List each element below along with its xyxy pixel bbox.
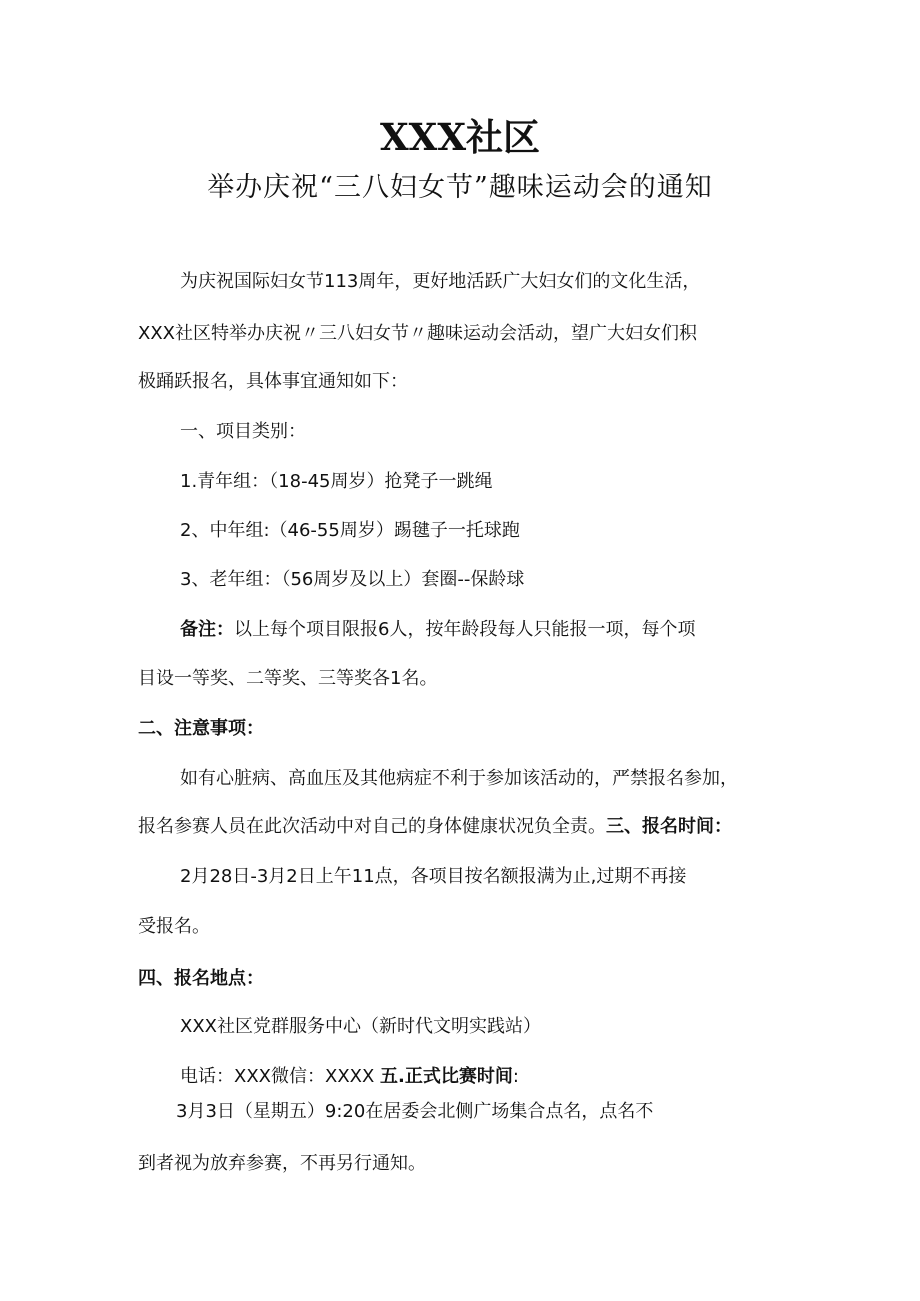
intro-line-3: 极踊跃报名，具体事宜通知如下： <box>138 371 408 392</box>
section-5-line-2: 到者视为放弃参赛，不再另行通知。 <box>138 1153 426 1174</box>
intro-line-2: XXX社区特举办庆祝〃三八妇女节〃趣味运动会活动，望广大妇女们积 <box>138 323 697 344</box>
section-3-line-1: 2月28日-3月2日上午11点，各项目按名额报满为止,过期不再接 <box>180 866 687 887</box>
note-label: 备注： <box>180 619 234 640</box>
section-1-item-1: 1.青年组：（18-45周岁）抢凳子一跳绳 <box>180 471 493 492</box>
section-2-heading: 二、注意事项： <box>138 718 264 739</box>
section-3-heading: 三、报名时间： <box>606 816 732 837</box>
section-1-item-2: 2、中年组:（46-55周岁）踢毽子一托球跑 <box>180 520 520 541</box>
document-subtitle: 举办庆祝“三八妇女节”趣味运动会的通知 <box>207 172 713 203</box>
note-paragraph <box>180 616 695 644</box>
section-4-heading: 四、报名地点： <box>138 968 264 989</box>
location-text: XXX社区党群服务中心（新时代文明实践站） <box>180 1016 541 1037</box>
intro-line-1: 为庆祝国际妇女节113周年，更好地活跃广大妇女们的文化生活， <box>180 271 701 292</box>
section-5-colon: : <box>512 1066 519 1087</box>
section-3-line-2: 受报名。 <box>138 916 210 937</box>
document-title: XXX社区 <box>379 115 541 159</box>
section-1-heading: 一、项目类别： <box>180 421 306 442</box>
section-2-line-1: 如有心脏病、高血压及其他病症不利于参加该活动的，严禁报名参加， <box>180 768 738 789</box>
note-line-2: 目设一等奖、二等奖、三等奖各1名。 <box>138 668 438 689</box>
section-1-item-3: 3、老年组：（56周岁及以上）套圈--保龄球 <box>180 569 525 590</box>
contact-text: 电话：XXX微信：XXXX <box>180 1066 381 1087</box>
section-5-heading: 五.正式比赛时间 <box>380 1066 513 1087</box>
section-2-text: 报名参赛人员在此次活动中对自己的身体健康状况负全责。 <box>138 816 606 837</box>
section-2-line-2 <box>138 813 732 841</box>
section-5-line-1: 3月3日（星期五）9:20在居委会北侧广场集合点名，点名不 <box>176 1101 654 1122</box>
note-text: 以上每个项目限报6人，按年龄段每人只能报一项，每个项 <box>234 619 696 640</box>
contact-line <box>180 1063 519 1091</box>
